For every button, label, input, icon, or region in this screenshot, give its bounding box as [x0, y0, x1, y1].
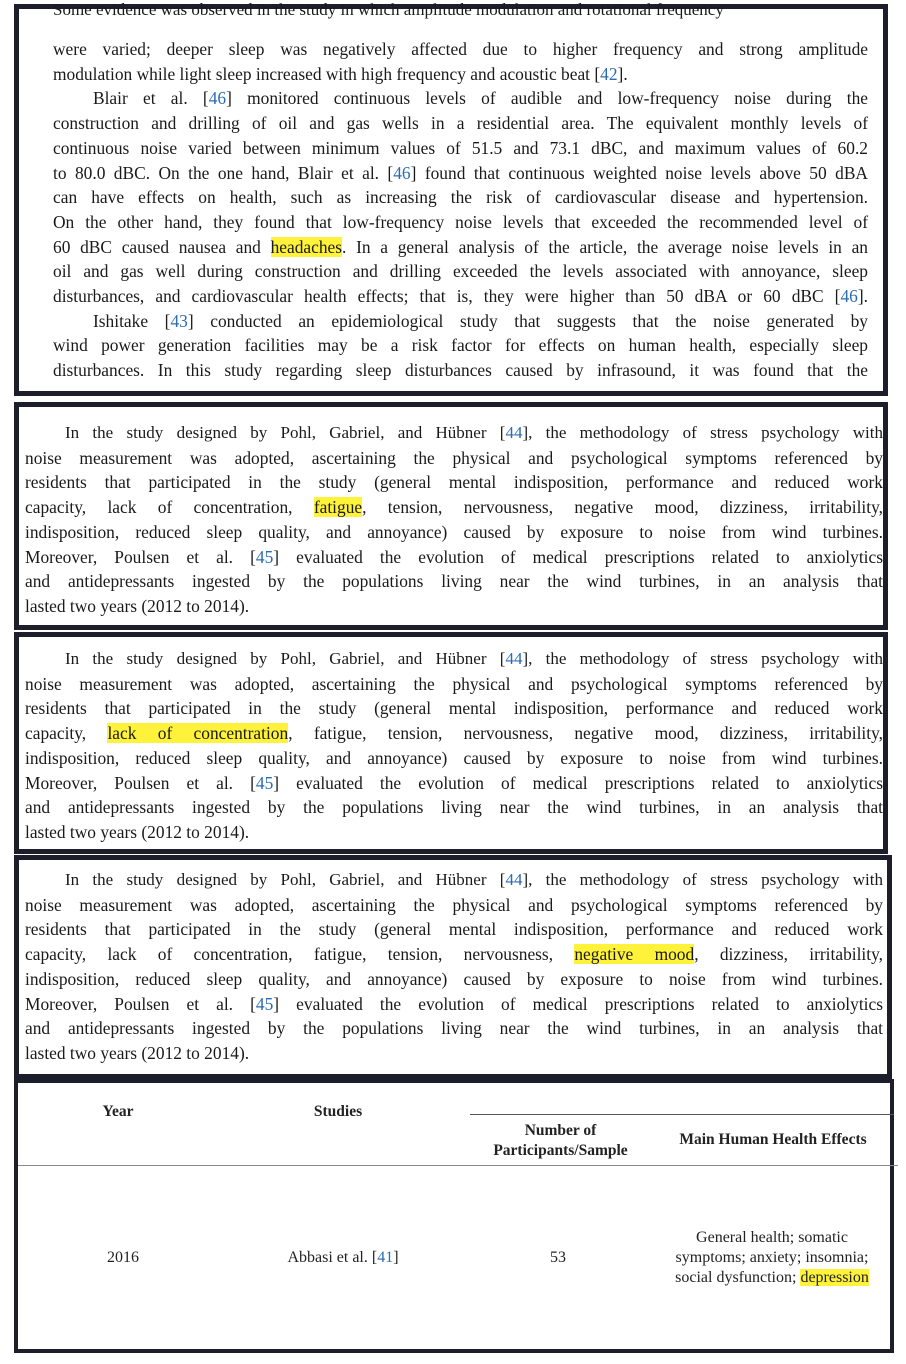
text-line: disturbances, and cardiovascular health effects; that is, they were higher than 50 dBA or 60 dBC [46]. [53, 286, 868, 307]
excerpt-panel-negative-mood [14, 855, 892, 1079]
highlight-negative-mood: negative mood [574, 944, 695, 965]
citation-link[interactable]: 44 [505, 423, 523, 442]
text-line: Ishitake [43] conducted an epidemiological study that suggests that the noise generated by [93, 310, 868, 331]
citation-link[interactable]: 46 [840, 286, 858, 307]
table-cell-participants: 53 [550, 1249, 566, 1266]
citation-link[interactable]: 43 [170, 310, 188, 331]
citation-link[interactable]: 42 [600, 63, 618, 84]
citation-link[interactable]: 46 [393, 162, 411, 183]
table-cell-study: Abbasi et al. [41] [287, 1249, 399, 1266]
highlight-depression: depression [800, 1269, 869, 1286]
header-rule [470, 1114, 894, 1115]
header-bottom-rule [18, 1165, 898, 1166]
paragraph-blair [53, 37, 868, 383]
citation-link[interactable]: 45 [255, 546, 274, 567]
text-line: disturbances. In this study regarding sleep disturbances caused by infrasound, it was found that the [53, 360, 868, 381]
text-line: construction and drilling of oil and gas wells in a residential area. The equivalent monthly levels of [53, 113, 868, 134]
text-line: to 80.0 dBC. On the one hand, Blair et al. [46] found that continuous weighted noise levels above 50 dBA [53, 162, 868, 183]
text-line: 60 dBC caused nausea and headaches. In a general analysis of the article, the average noise levels in an [53, 236, 868, 257]
citation-link[interactable]: 45 [255, 772, 274, 793]
paragraph-pohl-negative-mood: In the study designed by Pohl, Gabriel, and Hübner [44], the methodology of stress psychology with noise measurement was adopted, ascertaining the physical and psychological symptoms referenced by residents that participated in the study (general mental indisposition, performance and reduced work capacity, lack of concentration, fatigue, tension, nervousness, negative mood, dizziness, irritability, indisposition, reduced sleep quality, and annoyance) caused by exposure to noise from wind turbines. Moreover, Poulsen et al. [45] evaluated the evolution of medical prescriptions related to anxiolytics and antidepressants ingested by the populations living near the wind turbines, in an analysis that lasted two years (2012 to 2014). [25, 870, 884, 1063]
column-header-participants: Number of Participants/Sample [493, 1122, 628, 1159]
text-line: modulation while light sleep increased with high frequency and acoustic beat [42]. [53, 63, 628, 84]
text-line: continuous noise varied between minimum values of 51.5 and 73.1 dBC, and maximum values of 60.2 [53, 137, 868, 158]
text-line: can have effects on health, such as increasing the risk of cardiovascular disease and hypertension. [53, 187, 868, 208]
text-line: oil and gas well during construction and drilling exceeded the levels associated with annoyance, sleep [53, 261, 868, 282]
column-header-studies: Studies [313, 1103, 363, 1120]
paragraph-pohl-fatigue: In the study designed by Pohl, Gabriel, and Hübner [44], the methodology of stress psychology with noise measurement was adopted, ascertaining the physical and psychological symptoms referenced by residents that participated in the study (general mental indisposition, performance and reduced work capacity, lack of concentration, fatigue, tension, nervousness, negative mood, dizziness, irritability, indisposition, reduced sleep quality, and annoyance) caused by exposure to noise from wind turbines. Moreover, Poulsen et al. [45] evaluated the evolution of medical prescriptions related to anxiolytics and antidepressants ingested by the populations living near the wind turbines, in an analysis that lasted two years (2012 to 2014). [25, 423, 883, 616]
highlight-headaches: headaches [270, 236, 343, 257]
excerpt-panel-blair [14, 0, 888, 396]
text-line: were varied; deeper sleep was negatively affected due to higher frequency and strong amplitude [53, 39, 868, 59]
citation-link[interactable]: 44 [505, 870, 523, 889]
excerpt-panel-concentration [14, 632, 888, 854]
column-header-health-effects: Main Human Health Effects [679, 1131, 867, 1148]
citation-link[interactable]: 44 [505, 649, 523, 668]
citation-link[interactable]: 41 [377, 1249, 394, 1266]
highlight-lack-of-concentration: lack of concentration [107, 723, 289, 744]
highlight-fatigue: fatigue [313, 497, 363, 518]
text-line: wind power generation facilities may be a risk factor for effects on human health, especially sleep [53, 335, 868, 356]
table-cell-year: 2016 [107, 1249, 139, 1266]
paragraph-pohl-concentration: In the study designed by Pohl, Gabriel, and Hübner [44], the methodology of stress psychology with noise measurement was adopted, ascertaining the physical and psychological symptoms referenced by residents that participated in the study (general mental indisposition, performance and reduced work capacity, lack of concentration, fatigue, tension, nervousness, negative mood, dizziness, irritability, indisposition, reduced sleep quality, and annoyance) caused by exposure to noise from wind turbines. Moreover, Poulsen et al. [45] evaluated the evolution of medical prescriptions related to anxiolytics and antidepressants ingested by the populations living near the wind turbines, in an analysis that lasted two years (2012 to 2014). [25, 649, 883, 842]
table-excerpt-panel [14, 1079, 894, 1353]
column-header-year: Year [102, 1103, 134, 1120]
text-line: On the other hand, they found that low-frequency noise levels that exceeded the recommended level of [53, 211, 868, 232]
text-line: Blair et al. [46] monitored continuous levels of audible and low-frequency noise during the [93, 88, 868, 109]
excerpt-panel-fatigue [14, 402, 888, 630]
table-cell-health-effects: General health; somatic symptoms; anxiety; insomnia; social dysfunction; depression [675, 1229, 869, 1286]
citation-link[interactable]: 46 [208, 88, 227, 109]
citation-link[interactable]: 45 [255, 993, 274, 1014]
cropped-line: Some evidence was observed in the study in which amplitude modulation and rotational frequency [53, 0, 724, 19]
